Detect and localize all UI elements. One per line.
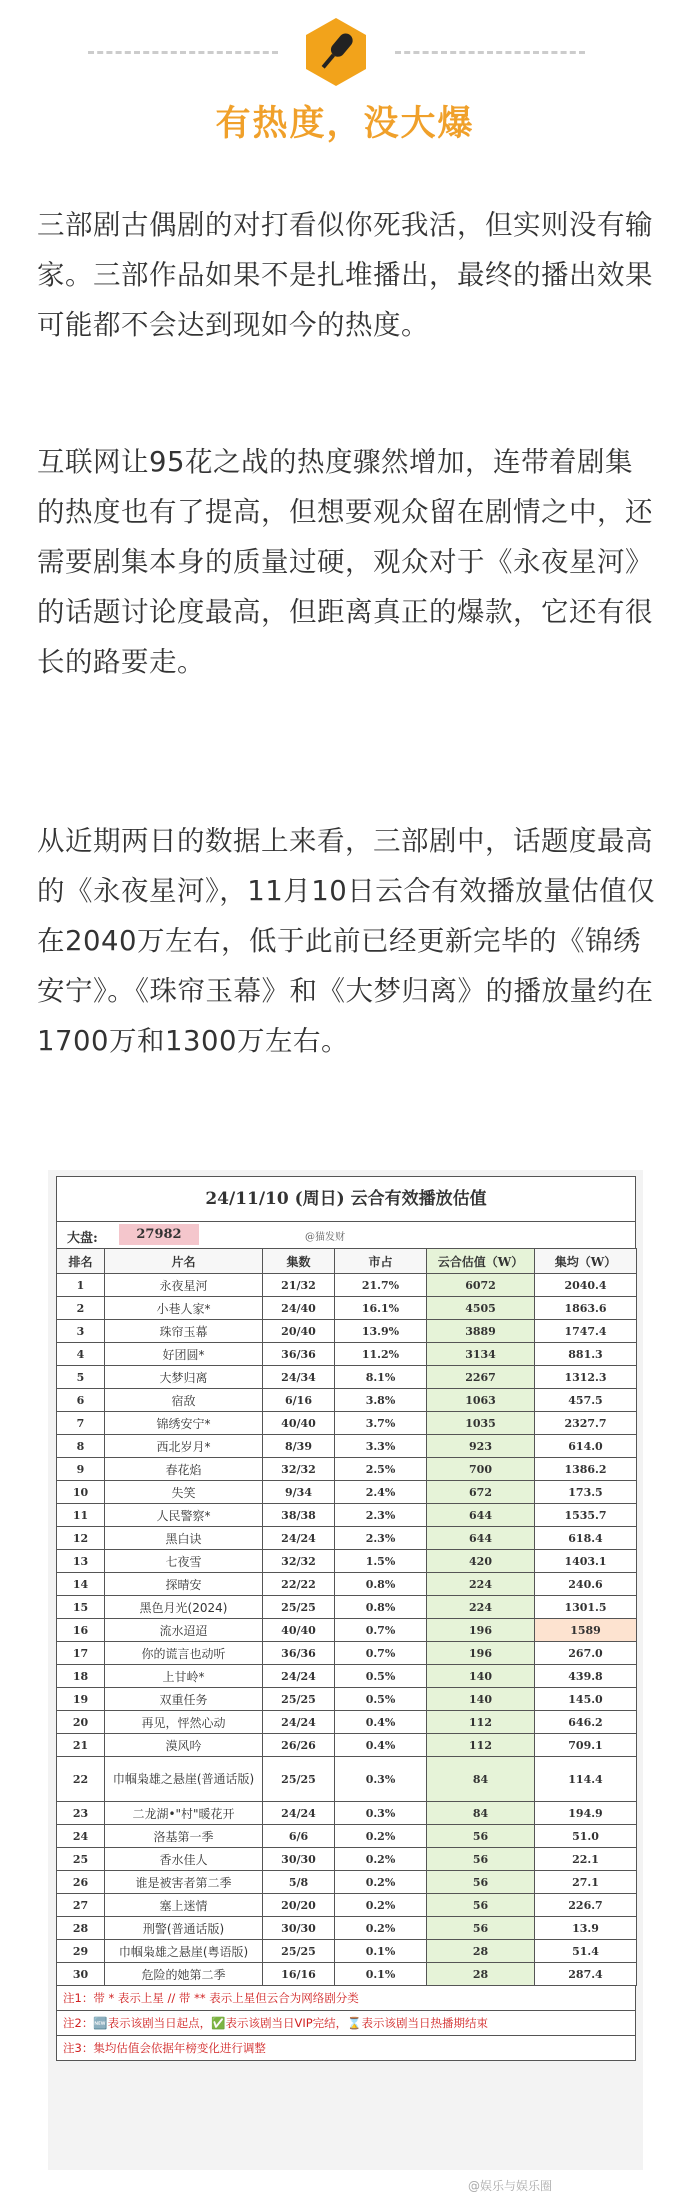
table-row bbox=[57, 1412, 637, 1435]
table-cell: 27.1 bbox=[535, 1871, 637, 1894]
table-cell: 196 bbox=[427, 1619, 535, 1642]
table-cell: 20/40 bbox=[263, 1320, 335, 1343]
table-cell: 226.7 bbox=[535, 1894, 637, 1917]
table-cell: 38/38 bbox=[263, 1504, 335, 1527]
table-cell: 23 bbox=[57, 1802, 105, 1825]
table-cell: 2.3% bbox=[335, 1504, 427, 1527]
table-cell: 0.3% bbox=[335, 1757, 427, 1802]
table-cell: 上甘岭* bbox=[105, 1665, 263, 1688]
table-cell: 刑警(普通话版) bbox=[105, 1917, 263, 1940]
table-cell: 黑白诀 bbox=[105, 1527, 263, 1550]
column-header: 云合估值（W） bbox=[427, 1249, 535, 1274]
note-2: 注2：🆕表示该剧当日起点，✅表示该剧当日VIP完结，⌛表示该剧当日热播期结束 bbox=[57, 2010, 635, 2035]
table-cell: 0.1% bbox=[335, 1963, 427, 1986]
table-cell: 6072 bbox=[427, 1274, 535, 1297]
table-cell: 194.9 bbox=[535, 1802, 637, 1825]
table-cell: 26 bbox=[57, 1871, 105, 1894]
table-cell: 8 bbox=[57, 1435, 105, 1458]
table-title: 24/11/10 (周日) 云合有效播放估值 bbox=[56, 1176, 636, 1221]
table-row bbox=[57, 1642, 637, 1665]
table-cell: 3.3% bbox=[335, 1435, 427, 1458]
table-cell: 2040.4 bbox=[535, 1274, 637, 1297]
table-cell: 30/30 bbox=[263, 1848, 335, 1871]
table-cell: 11.2% bbox=[335, 1343, 427, 1366]
table-cell: 196 bbox=[427, 1642, 535, 1665]
column-header: 排名 bbox=[57, 1249, 105, 1274]
table-cell: 人民警察* bbox=[105, 1504, 263, 1527]
table-row bbox=[57, 1894, 637, 1917]
column-header: 集数 bbox=[263, 1249, 335, 1274]
divider-right bbox=[395, 51, 585, 54]
data-table bbox=[56, 1248, 637, 1986]
table-cell: 3889 bbox=[427, 1320, 535, 1343]
table-cell: 春花焰 bbox=[105, 1458, 263, 1481]
table-cell: 13 bbox=[57, 1550, 105, 1573]
table-row bbox=[57, 1550, 637, 1573]
table-cell: 永夜星河 bbox=[105, 1274, 263, 1297]
table-row bbox=[57, 1320, 637, 1343]
table-cell: 17 bbox=[57, 1642, 105, 1665]
table-cell: 20/20 bbox=[263, 1894, 335, 1917]
table-cell: 0.2% bbox=[335, 1917, 427, 1940]
table-cell: 1301.5 bbox=[535, 1596, 637, 1619]
table-cell: 0.2% bbox=[335, 1825, 427, 1848]
table-cell: 51.4 bbox=[535, 1940, 637, 1963]
table-cell: 0.4% bbox=[335, 1734, 427, 1757]
table-cell: 84 bbox=[427, 1757, 535, 1802]
table-row bbox=[57, 1871, 637, 1894]
table-cell: 30/30 bbox=[263, 1917, 335, 1940]
table-cell: 30 bbox=[57, 1963, 105, 1986]
table-cell: 420 bbox=[427, 1550, 535, 1573]
table-row bbox=[57, 1573, 637, 1596]
table-cell: 112 bbox=[427, 1711, 535, 1734]
table-cell: 646.2 bbox=[535, 1711, 637, 1734]
table-row bbox=[57, 1802, 637, 1825]
table-row bbox=[57, 1665, 637, 1688]
table-cell: 5/8 bbox=[263, 1871, 335, 1894]
table-cell: 56 bbox=[427, 1917, 535, 1940]
table-cell: 36/36 bbox=[263, 1343, 335, 1366]
table-cell: 644 bbox=[427, 1504, 535, 1527]
table-cell: 1.5% bbox=[335, 1550, 427, 1573]
table-cell: 16.1% bbox=[335, 1297, 427, 1320]
table-cell: 24/24 bbox=[263, 1665, 335, 1688]
table-row bbox=[57, 1389, 637, 1412]
table-cell: 香水佳人 bbox=[105, 1848, 263, 1871]
table-cell: 36/36 bbox=[263, 1642, 335, 1665]
table-cell: 8.1% bbox=[335, 1366, 427, 1389]
table-notes bbox=[56, 1986, 636, 2061]
table-cell: 25/25 bbox=[263, 1940, 335, 1963]
table-row bbox=[57, 1963, 637, 1986]
paragraph-3: 从近期两日的数据上来看，三部剧中，话题度最高的《永夜星河》，11月10日云合有效播放量估值仅在2040万左右，低于此前已经更新完毕的《锦绣安宁》。《珠帘玉幕》和《大梦归离》的播放量约在1700万和1300万左右。 bbox=[37, 825, 656, 1057]
table-header-row bbox=[57, 1249, 637, 1274]
table-cell: 173.5 bbox=[535, 1481, 637, 1504]
table-cell: 12 bbox=[57, 1527, 105, 1550]
table-cell: 22 bbox=[57, 1757, 105, 1802]
table-cell: 439.8 bbox=[535, 1665, 637, 1688]
table-cell: 1403.1 bbox=[535, 1550, 637, 1573]
table-cell: 6/16 bbox=[263, 1389, 335, 1412]
table-cell: 0.3% bbox=[335, 1802, 427, 1825]
paragraph-1: 三部剧古偶剧的对打看似你死我活，但实则没有输家。三部作品如果不是扎堆播出，最终的播出效果可能都不会达到现如今的热度。 bbox=[37, 209, 653, 341]
table-cell: 19 bbox=[57, 1688, 105, 1711]
table-cell: 1747.4 bbox=[535, 1320, 637, 1343]
microphone-icon bbox=[300, 16, 372, 88]
paragraph-2: 互联网让95花之战的热度骤然增加，连带着剧集的热度也有了提高，但想要观众留在剧情之中，还需要剧集本身的质量过硬，观众对于《永夜星河》的话题讨论度最高，但距离真正的爆款，它还有很长的路要走。 bbox=[37, 446, 653, 678]
table-cell: 2267 bbox=[427, 1366, 535, 1389]
table-cell: 457.5 bbox=[535, 1389, 637, 1412]
table-cell: 112 bbox=[427, 1734, 535, 1757]
table-cell: 好团圆* bbox=[105, 1343, 263, 1366]
table-cell: 7 bbox=[57, 1412, 105, 1435]
table-cell: 21 bbox=[57, 1734, 105, 1757]
table-cell: 宿敌 bbox=[105, 1389, 263, 1412]
note-3: 注3：集均估值会依据年榜变化进行调整 bbox=[57, 2035, 635, 2060]
table-cell: 危险的她第二季 bbox=[105, 1963, 263, 1986]
table-cell: 你的谎言也动听 bbox=[105, 1642, 263, 1665]
table-row bbox=[57, 1481, 637, 1504]
table-row bbox=[57, 1711, 637, 1734]
table-cell: 140 bbox=[427, 1665, 535, 1688]
table-cell: 0.4% bbox=[335, 1711, 427, 1734]
table-cell: 西北岁月* bbox=[105, 1435, 263, 1458]
table-cell: 0.7% bbox=[335, 1619, 427, 1642]
table-cell: 双重任务 bbox=[105, 1688, 263, 1711]
table-row bbox=[57, 1297, 637, 1320]
table-cell: 24/24 bbox=[263, 1802, 335, 1825]
table-cell: 267.0 bbox=[535, 1642, 637, 1665]
table-cell: 流水迢迢 bbox=[105, 1619, 263, 1642]
table-cell: 29 bbox=[57, 1940, 105, 1963]
table-cell: 709.1 bbox=[535, 1734, 637, 1757]
table-cell: 塞上迷情 bbox=[105, 1894, 263, 1917]
table-cell: 24/24 bbox=[263, 1711, 335, 1734]
table-cell: 七夜雪 bbox=[105, 1550, 263, 1573]
table-cell: 25/25 bbox=[263, 1757, 335, 1802]
table-cell: 881.3 bbox=[535, 1343, 637, 1366]
note-1: 注1：带 * 表示上星 // 带 ** 表示上星但云合为网络剧分类 bbox=[63, 1991, 359, 2005]
table-cell: 614.0 bbox=[535, 1435, 637, 1458]
table-cell: 0.8% bbox=[335, 1596, 427, 1619]
table-cell: 240.6 bbox=[535, 1573, 637, 1596]
table-row bbox=[57, 1504, 637, 1527]
table-row bbox=[57, 1596, 637, 1619]
table-cell: 3134 bbox=[427, 1343, 535, 1366]
table-cell: 2.5% bbox=[335, 1458, 427, 1481]
watermark: @娱乐与娱乐圈 bbox=[468, 2179, 553, 2193]
dapan-value: 27982 bbox=[119, 1224, 199, 1245]
table-cell: 2 bbox=[57, 1297, 105, 1320]
table-cell: 25/25 bbox=[263, 1688, 335, 1711]
table-cell: 28 bbox=[427, 1963, 535, 1986]
table-cell: 1386.2 bbox=[535, 1458, 637, 1481]
table-cell: 21/32 bbox=[263, 1274, 335, 1297]
table-cell: 锦绣安宁* bbox=[105, 1412, 263, 1435]
table-cell: 114.4 bbox=[535, 1757, 637, 1802]
table-cell: 16 bbox=[57, 1619, 105, 1642]
section-headline: 有热度，没大爆 bbox=[215, 104, 475, 144]
table-row bbox=[57, 1274, 637, 1297]
table-cell: 40/40 bbox=[263, 1412, 335, 1435]
table-cell: 28 bbox=[427, 1940, 535, 1963]
table-cell: 84 bbox=[427, 1802, 535, 1825]
table-row bbox=[57, 1458, 637, 1481]
table-cell: 32/32 bbox=[263, 1550, 335, 1573]
table-cell: 2327.7 bbox=[535, 1412, 637, 1435]
source-mark: @猫发财 bbox=[305, 1232, 345, 1243]
table-cell: 5 bbox=[57, 1366, 105, 1389]
table-cell: 失笑 bbox=[105, 1481, 263, 1504]
table-cell: 56 bbox=[427, 1894, 535, 1917]
table-cell: 672 bbox=[427, 1481, 535, 1504]
table-cell: 224 bbox=[427, 1573, 535, 1596]
table-row bbox=[57, 1917, 637, 1940]
column-header: 市占 bbox=[335, 1249, 427, 1274]
table-row bbox=[57, 1734, 637, 1757]
table-cell: 再见，怦然心动 bbox=[105, 1711, 263, 1734]
table-cell: 1 bbox=[57, 1274, 105, 1297]
table-row bbox=[57, 1435, 637, 1458]
table-cell: 4505 bbox=[427, 1297, 535, 1320]
table-cell: 1535.7 bbox=[535, 1504, 637, 1527]
table-row bbox=[57, 1619, 637, 1642]
table-row bbox=[57, 1688, 637, 1711]
ratings-table-image bbox=[48, 1170, 643, 2170]
table-cell: 644 bbox=[427, 1527, 535, 1550]
table-cell: 2.4% bbox=[335, 1481, 427, 1504]
table-cell: 24/24 bbox=[263, 1527, 335, 1550]
table-cell: 25 bbox=[57, 1848, 105, 1871]
table-cell: 10 bbox=[57, 1481, 105, 1504]
table-cell: 0.1% bbox=[335, 1940, 427, 1963]
table-cell: 618.4 bbox=[535, 1527, 637, 1550]
table-cell: 287.4 bbox=[535, 1963, 637, 1986]
table-cell: 923 bbox=[427, 1435, 535, 1458]
table-cell: 9/34 bbox=[263, 1481, 335, 1504]
column-header: 片名 bbox=[105, 1249, 263, 1274]
table-row bbox=[57, 1366, 637, 1389]
table-cell: 145.0 bbox=[535, 1688, 637, 1711]
table-cell: 224 bbox=[427, 1596, 535, 1619]
table-cell: 28 bbox=[57, 1917, 105, 1940]
table-cell: 24 bbox=[57, 1825, 105, 1848]
table-cell: 16/16 bbox=[263, 1963, 335, 1986]
table-cell: 3 bbox=[57, 1320, 105, 1343]
table-row bbox=[57, 1757, 637, 1802]
table-cell: 黑色月光(2024) bbox=[105, 1596, 263, 1619]
table-cell: 18 bbox=[57, 1665, 105, 1688]
table-cell: 3.8% bbox=[335, 1389, 427, 1412]
table-cell: 21.7% bbox=[335, 1274, 427, 1297]
table-cell: 8/39 bbox=[263, 1435, 335, 1458]
table-cell: 0.5% bbox=[335, 1688, 427, 1711]
table-row bbox=[57, 1527, 637, 1550]
table-cell: 3.7% bbox=[335, 1412, 427, 1435]
table-cell: 大梦归离 bbox=[105, 1366, 263, 1389]
table-cell: 32/32 bbox=[263, 1458, 335, 1481]
table-cell: 洛基第一季 bbox=[105, 1825, 263, 1848]
table-cell: 13.9 bbox=[535, 1917, 637, 1940]
table-cell: 1589 bbox=[535, 1619, 637, 1642]
table-cell: 20 bbox=[57, 1711, 105, 1734]
table-row bbox=[57, 1825, 637, 1848]
table-cell: 22.1 bbox=[535, 1848, 637, 1871]
table-cell: 0.8% bbox=[335, 1573, 427, 1596]
table-row bbox=[57, 1343, 637, 1366]
table-cell: 56 bbox=[427, 1848, 535, 1871]
table-cell: 二龙湖•"村"暖花开 bbox=[105, 1802, 263, 1825]
table-cell: 漠风吟 bbox=[105, 1734, 263, 1757]
table-cell: 2.3% bbox=[335, 1527, 427, 1550]
table-row bbox=[57, 1848, 637, 1871]
table-cell: 小巷人家* bbox=[105, 1297, 263, 1320]
table-cell: 51.0 bbox=[535, 1825, 637, 1848]
table-cell: 40/40 bbox=[263, 1619, 335, 1642]
table-cell: 6/6 bbox=[263, 1825, 335, 1848]
table-cell: 6 bbox=[57, 1389, 105, 1412]
table-cell: 探晴安 bbox=[105, 1573, 263, 1596]
table-cell: 25/25 bbox=[263, 1596, 335, 1619]
article-header bbox=[0, 0, 690, 150]
table-row bbox=[57, 1940, 637, 1963]
table-cell: 珠帘玉幕 bbox=[105, 1320, 263, 1343]
table-cell: 巾帼枭雄之悬崖(普通话版) bbox=[105, 1757, 263, 1802]
table-cell: 0.5% bbox=[335, 1665, 427, 1688]
table-cell: 11 bbox=[57, 1504, 105, 1527]
table-cell: 24/40 bbox=[263, 1297, 335, 1320]
table-cell: 1035 bbox=[427, 1412, 535, 1435]
table-cell: 0.2% bbox=[335, 1871, 427, 1894]
table-cell: 24/34 bbox=[263, 1366, 335, 1389]
divider-left bbox=[88, 51, 278, 54]
table-cell: 4 bbox=[57, 1343, 105, 1366]
table-cell: 56 bbox=[427, 1825, 535, 1848]
table-cell: 27 bbox=[57, 1894, 105, 1917]
table-cell: 22/22 bbox=[263, 1573, 335, 1596]
table-cell: 0.7% bbox=[335, 1642, 427, 1665]
ratings-table bbox=[56, 1176, 636, 2061]
table-cell: 0.2% bbox=[335, 1848, 427, 1871]
table-cell: 15 bbox=[57, 1596, 105, 1619]
dapan-label: 大盘: bbox=[67, 1231, 98, 1246]
table-cell: 1863.6 bbox=[535, 1297, 637, 1320]
table-cell: 26/26 bbox=[263, 1734, 335, 1757]
table-cell: 1312.3 bbox=[535, 1366, 637, 1389]
table-cell: 700 bbox=[427, 1458, 535, 1481]
table-cell: 0.2% bbox=[335, 1894, 427, 1917]
table-cell: 140 bbox=[427, 1688, 535, 1711]
dapan-row bbox=[56, 1221, 636, 1248]
table-cell: 巾帼枭雄之悬崖(粤语版) bbox=[105, 1940, 263, 1963]
column-header: 集均（W） bbox=[535, 1249, 637, 1274]
table-cell: 9 bbox=[57, 1458, 105, 1481]
table-cell: 1063 bbox=[427, 1389, 535, 1412]
table-cell: 13.9% bbox=[335, 1320, 427, 1343]
table-cell: 14 bbox=[57, 1573, 105, 1596]
table-cell: 56 bbox=[427, 1871, 535, 1894]
table-cell: 谁是被害者第二季 bbox=[105, 1871, 263, 1894]
